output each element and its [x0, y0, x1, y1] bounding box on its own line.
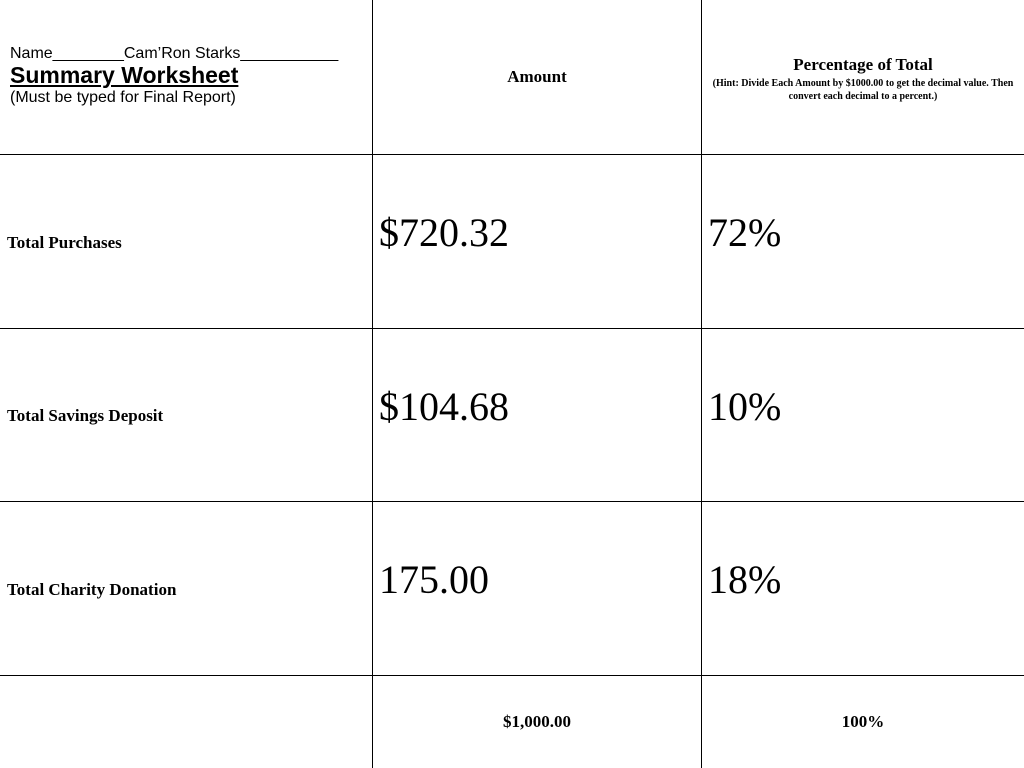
percent-header-cell — [702, 0, 1024, 155]
totals-amount-cell — [373, 676, 702, 768]
percent-heading-block — [708, 56, 1018, 104]
totals-percent-cell — [702, 676, 1024, 768]
amount-column-heading: Amount — [507, 67, 567, 86]
percent-column-hint: (Hint: Divide Each Amount by $1000.00 to get the decimal value. Then convert each decimal to a percent.) — [712, 77, 1014, 103]
table-row-label-cell — [0, 155, 373, 329]
row-percent-value: 10% — [708, 384, 782, 429]
row-percent-value: 72% — [708, 210, 782, 255]
row-label: Total Charity Donation — [7, 580, 177, 599]
table-row-amount-cell — [373, 502, 702, 676]
worksheet-title: Summary Worksheet — [10, 62, 239, 89]
table-row-percent-cell — [702, 329, 1024, 502]
table-row-percent-cell — [702, 155, 1024, 329]
totals-label-cell — [0, 676, 373, 768]
worksheet-note: (Must be typed for Final Report) — [10, 89, 236, 107]
table-row-amount-cell — [373, 329, 702, 502]
percent-column-heading: Percentage of Total — [793, 55, 933, 74]
student-name-line: Name________Cam’Ron Starks___________ — [10, 45, 339, 62]
row-amount-value: $104.68 — [379, 384, 509, 429]
table-row-label-cell — [0, 329, 373, 502]
row-label: Total Purchases — [7, 233, 122, 252]
row-percent-value: 18% — [708, 557, 782, 602]
row-label: Total Savings Deposit — [7, 406, 164, 425]
row-amount-value: $720.32 — [379, 210, 509, 255]
table-row-amount-cell — [373, 155, 702, 329]
row-amount-value: 175.00 — [379, 557, 489, 602]
totals-percent-value: 100% — [841, 712, 885, 731]
totals-amount-value: $1,000.00 — [503, 712, 571, 731]
name-block — [10, 44, 338, 108]
header-name-cell — [0, 0, 373, 155]
table-row-label-cell — [0, 502, 373, 676]
amount-header-cell — [373, 0, 702, 155]
table-row-percent-cell — [702, 502, 1024, 676]
